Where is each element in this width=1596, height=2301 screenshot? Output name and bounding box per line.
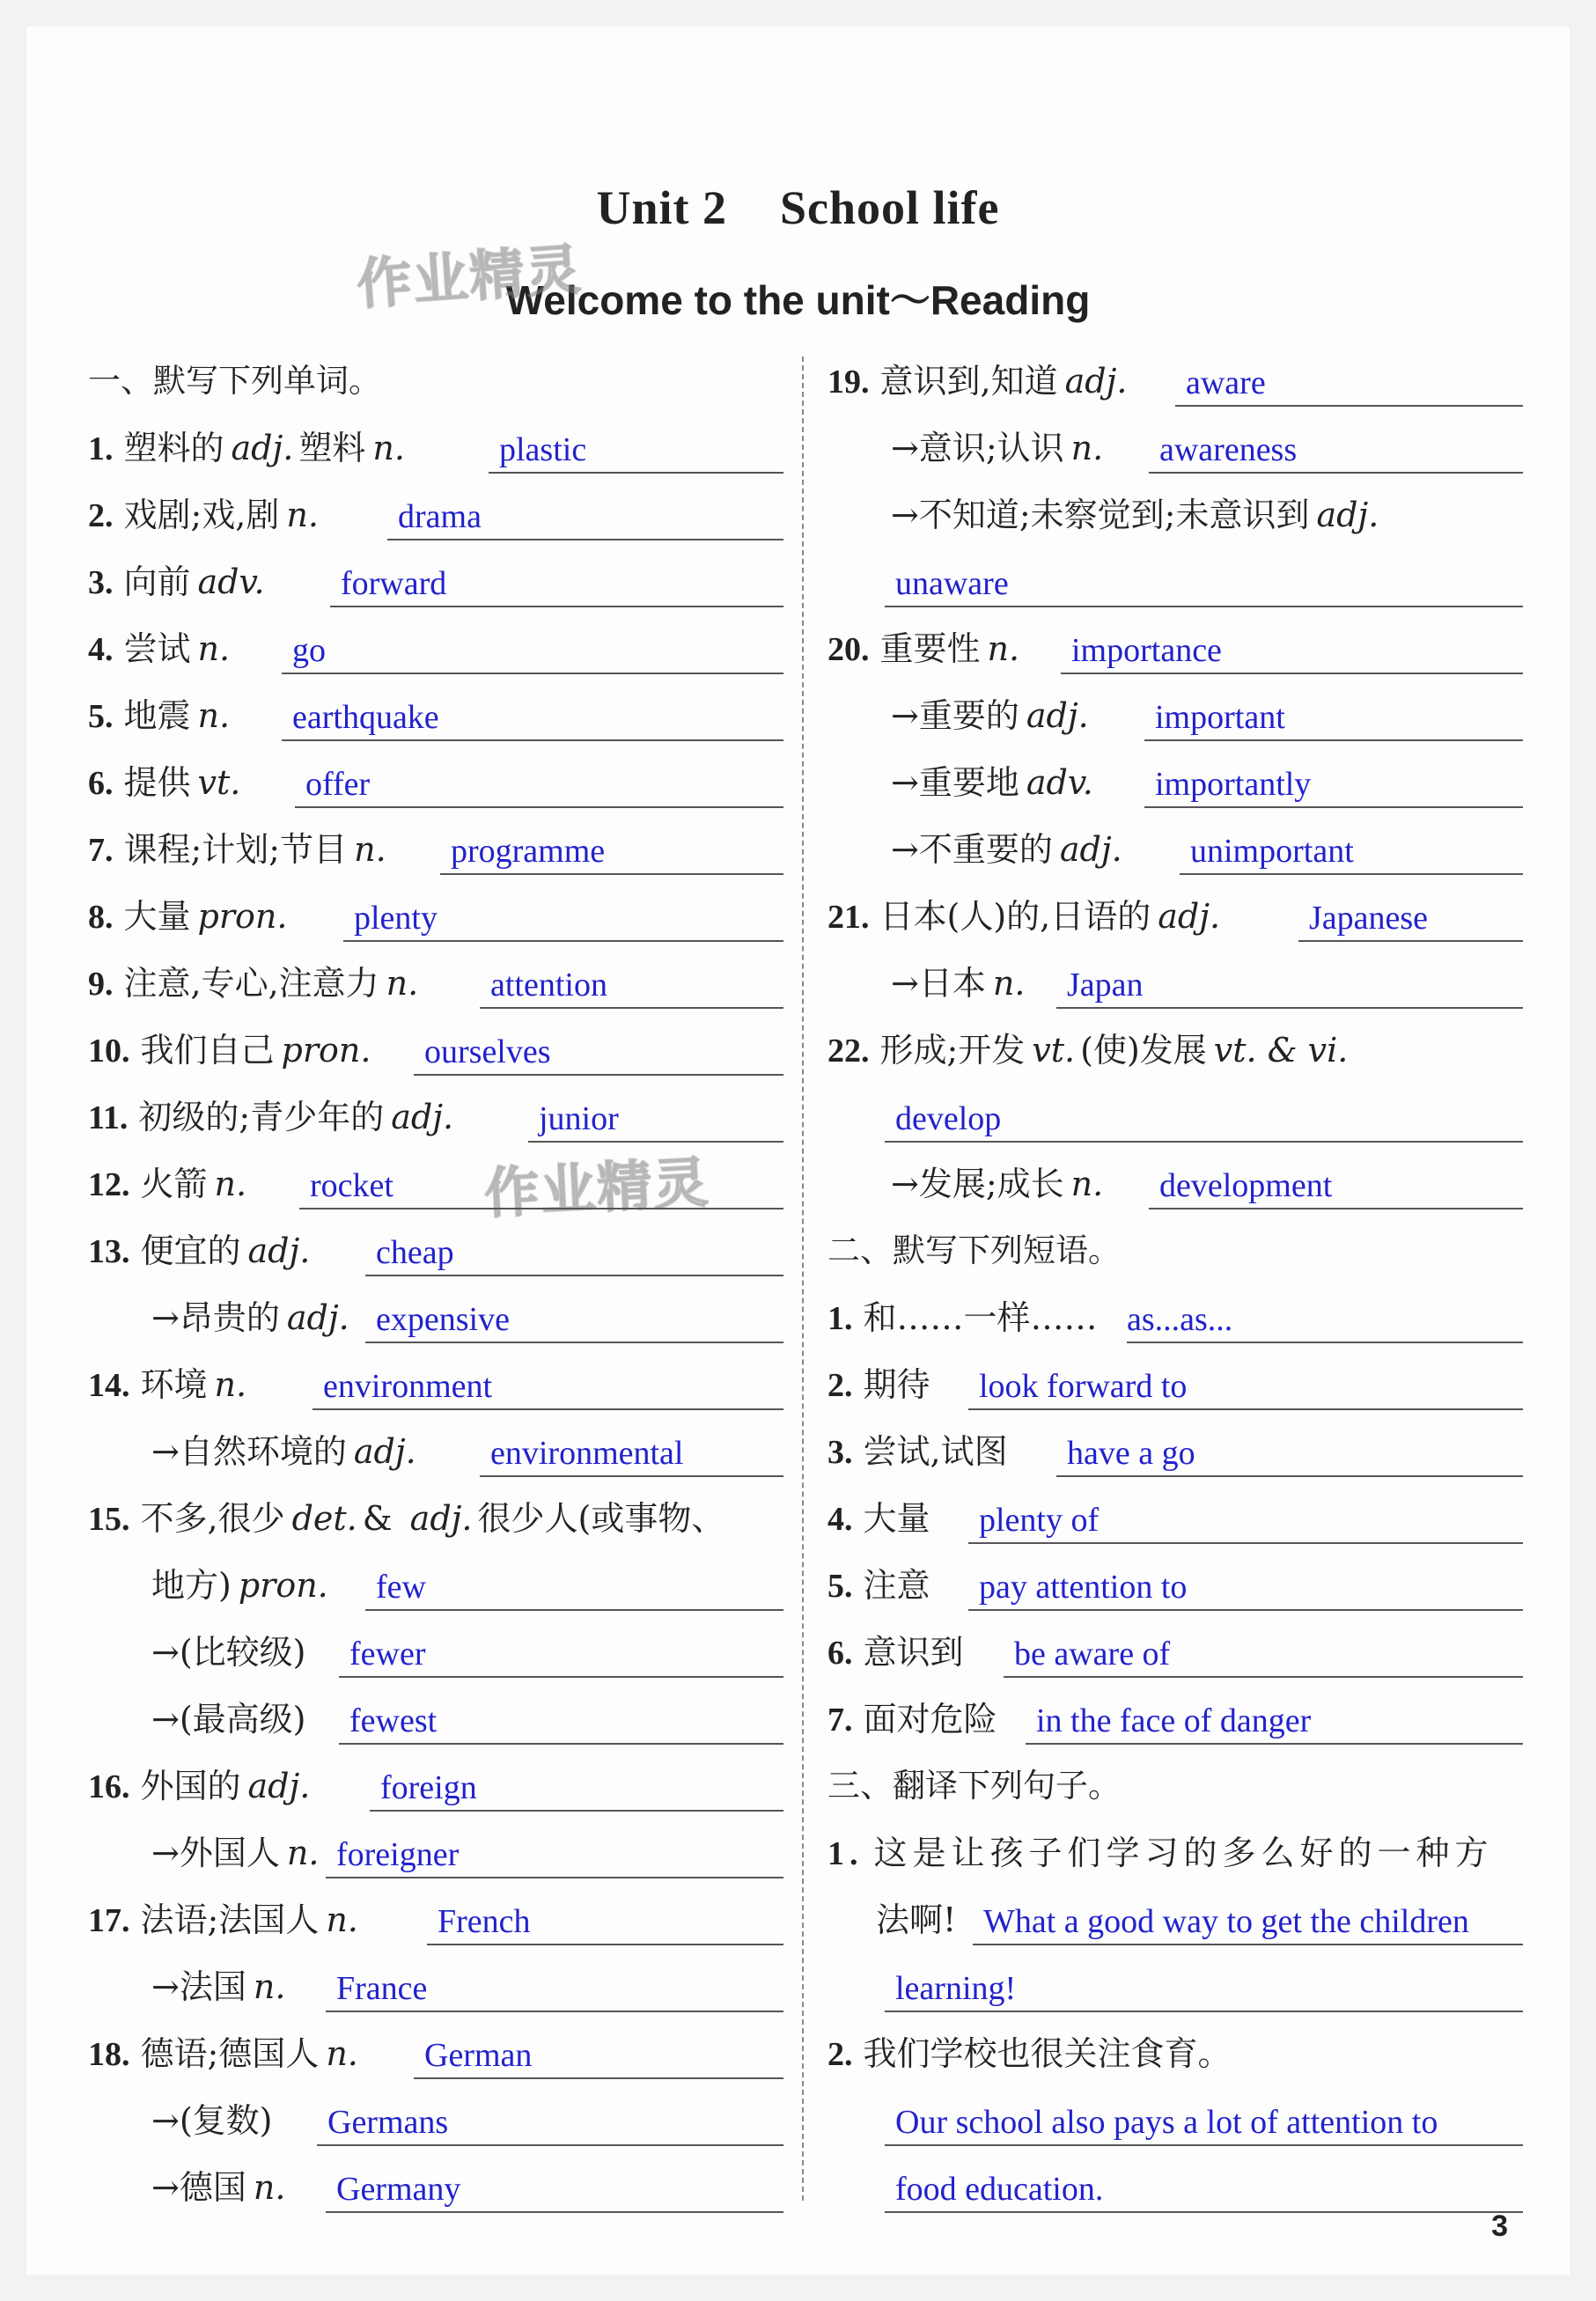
sentence-item [827,1953,1514,2020]
answer-blank[interactable]: environmental [480,1431,783,1477]
answer-blank[interactable]: aware [1175,361,1523,407]
answer-blank[interactable]: plastic [489,428,783,474]
watermark: 作业精灵 [482,1150,712,1226]
vocab-item: 2. 戏剧;戏,剧 n. drama [88,482,775,548]
answer-blank[interactable]: French [427,1900,783,1945]
phrase-item: 2. 期待 look forward to [827,1351,1514,1418]
answer-blank[interactable]: look forward to [968,1364,1523,1410]
vocab-item: →意识;认识 n. awareness [827,415,1514,482]
vocab-item: 21. 日本(人)的,日语的 adj. Japanese [827,883,1514,950]
answer-blank[interactable]: fewer [339,1632,783,1678]
vocab-item: 8. 大量 pron. plenty [88,883,775,950]
vocab-item: →(比较级) fewer [88,1619,775,1686]
answer-blank[interactable]: few [365,1565,783,1611]
answer-blank[interactable]: food education. [885,2167,1523,2213]
answer-blank[interactable]: pay attention to [968,1565,1523,1611]
answer-blank[interactable]: earthquake [282,695,783,741]
answer-blank[interactable]: develop [885,1097,1523,1143]
vocab-item: 11. 初级的;青少年的 adj. junior [88,1084,775,1150]
column-divider [802,357,804,2201]
vocab-item: →法国 n. France [88,1953,775,2020]
phrase-item: 7. 面对危险 in the face of danger [827,1686,1514,1753]
vocab-item: →重要的 adj. important [827,682,1514,749]
vocab-item: →外国人 n. foreigner [88,1819,775,1886]
vocab-item: 7. 课程;计划;节目 n. programme [88,816,775,883]
answer-blank[interactable]: Japanese [1298,896,1523,942]
answer-blank[interactable]: Germans [317,2100,783,2146]
answer-blank[interactable]: rocket [299,1164,783,1209]
vocab-item: 17. 法语;法国人 n. French [88,1886,775,1953]
answer-blank[interactable]: important [1144,695,1523,741]
vocab-item: →昂贵的 adj. expensive [88,1284,775,1351]
answer-blank[interactable]: unaware [885,562,1523,607]
vocab-item: 15. 不多,很少 det. & adj. 很少人(或事物、 [88,1499,725,1538]
answer-blank[interactable]: be aware of [1004,1632,1523,1678]
page-number: 3 [1491,2209,1508,2243]
answer-blank[interactable]: Japan [1056,963,1523,1009]
vocab-item: 5. 地震 n. earthquake [88,682,775,749]
answer-blank[interactable]: offer [295,762,783,808]
answer-blank[interactable]: unimportant [1180,829,1523,875]
answer-blank[interactable]: as...as... [1127,1298,1523,1343]
lesson-subtitle: Welcome to the unit～Reading [505,277,1091,323]
answer-blank[interactable]: programme [440,829,783,875]
vocab-item: →重要地 adv. importantly [827,749,1514,816]
vocab-item: 12. 火箭 n. rocket [88,1150,775,1217]
answer-blank[interactable]: plenty [343,896,783,942]
sentence-item: 法啊! What a good way to get the children [827,1886,1514,1953]
vocab-item: →日本 n. Japan [827,950,1514,1017]
sentence-item [827,2087,1514,2154]
phrase-item: 1. 和……一样…… as...as... [827,1284,1514,1351]
vocab-item: 22. 形成;开发 vt. (使)发展 vt. & vi. [827,1031,1349,1070]
right-column [827,348,1514,2221]
vocab-item: →发展;成长 n. development [827,1150,1514,1217]
answer-blank[interactable]: German [414,2033,783,2079]
phrase-item: 6. 意识到 be aware of [827,1619,1514,1686]
vocab-item: →不重要的 adj. unimportant [827,816,1514,883]
answer-blank[interactable]: cheap [365,1231,783,1276]
vocab-item: →(最高级) fewest [88,1686,775,1753]
answer-blank[interactable]: junior [528,1097,783,1143]
answer-blank[interactable]: France [326,1967,783,2012]
left-column [88,348,775,2221]
answer-blank[interactable]: have a go [1056,1431,1523,1477]
answer-blank[interactable]: importantly [1144,762,1523,808]
watermark: 作业精灵 [355,237,585,317]
vocab-item: 4. 尝试 n. go [88,615,775,682]
vocab-item: →(复数) Germans [88,2087,775,2154]
answer-blank[interactable]: forward [330,562,783,607]
phrase-item: 5. 注意 pay attention to [827,1552,1514,1619]
answer-blank[interactable]: environment [313,1364,783,1410]
answer-blank[interactable]: expensive [365,1298,783,1343]
vocab-item: 20. 重要性 n. importance [827,615,1514,682]
vocab-item [827,1084,1514,1150]
section-heading: 一、默写下列单词。 [88,362,381,400]
vocab-item: 3. 向前 adv. forward [88,548,775,615]
answer-blank[interactable]: foreigner [326,1833,783,1878]
vocab-item: 13. 便宜的 adj. cheap [88,1217,775,1284]
answer-blank[interactable]: plenty of [968,1498,1523,1544]
answer-blank[interactable]: attention [480,963,783,1009]
answer-blank[interactable]: ourselves [414,1030,783,1076]
answer-blank[interactable]: What a good way to get the children [973,1900,1523,1945]
phrase-item: 3. 尝试,试图 have a go [827,1418,1514,1485]
vocab-item: 地方) pron. few [88,1552,775,1619]
answer-blank[interactable]: Our school also pays a lot of attention to [885,2100,1523,2146]
answer-blank[interactable]: fewest [339,1699,783,1745]
vocab-item: →德国 n. Germany [88,2154,775,2221]
answer-blank[interactable]: learning! [885,1967,1523,2012]
answer-blank[interactable]: importance [1061,629,1523,674]
section-heading: 二、默写下列短语。 [827,1231,1121,1269]
vocab-item: 18. 德语;德国人 n. German [88,2020,775,2087]
vocab-item: →自然环境的 adj. environmental [88,1418,775,1485]
vocab-item: 19. 意识到,知道 adj. aware [827,348,1514,415]
answer-blank[interactable]: development [1149,1164,1523,1209]
answer-blank[interactable]: foreign [370,1766,783,1812]
section-heading: 三、翻译下列句子。 [827,1767,1121,1805]
answer-blank[interactable]: go [282,629,783,674]
answer-blank[interactable]: Germany [326,2167,783,2213]
vocab-item: 1. 塑料的 adj. 塑料 n. plastic [88,415,775,482]
vocab-item: 10. 我们自己 pron. ourselves [88,1017,775,1084]
answer-blank[interactable]: in the face of danger [1026,1699,1523,1745]
vocab-item: 6. 提供 vt. offer [88,749,775,816]
answer-blank[interactable]: awareness [1149,428,1523,474]
unit-title: Unit 2 School life [596,181,1000,234]
phrase-item: 4. 大量 plenty of [827,1485,1514,1552]
vocab-item: 9. 注意,专心,注意力 n. attention [88,950,775,1017]
sentence-item [827,2154,1514,2221]
sentence-item: 1. 这是让孩子们学习的多么好的一种方 [827,1834,1494,1872]
vocab-item [827,548,1514,615]
answer-blank[interactable]: drama [387,495,783,540]
vocab-item: 16. 外国的 adj. foreign [88,1753,775,1819]
sentence-item: 2. 我们学校也很关注食育。 [827,2034,1232,2073]
vocab-item: →不知道;未察觉到;未意识到 adj. [891,496,1379,534]
vocab-item: 14. 环境 n. environment [88,1351,775,1418]
